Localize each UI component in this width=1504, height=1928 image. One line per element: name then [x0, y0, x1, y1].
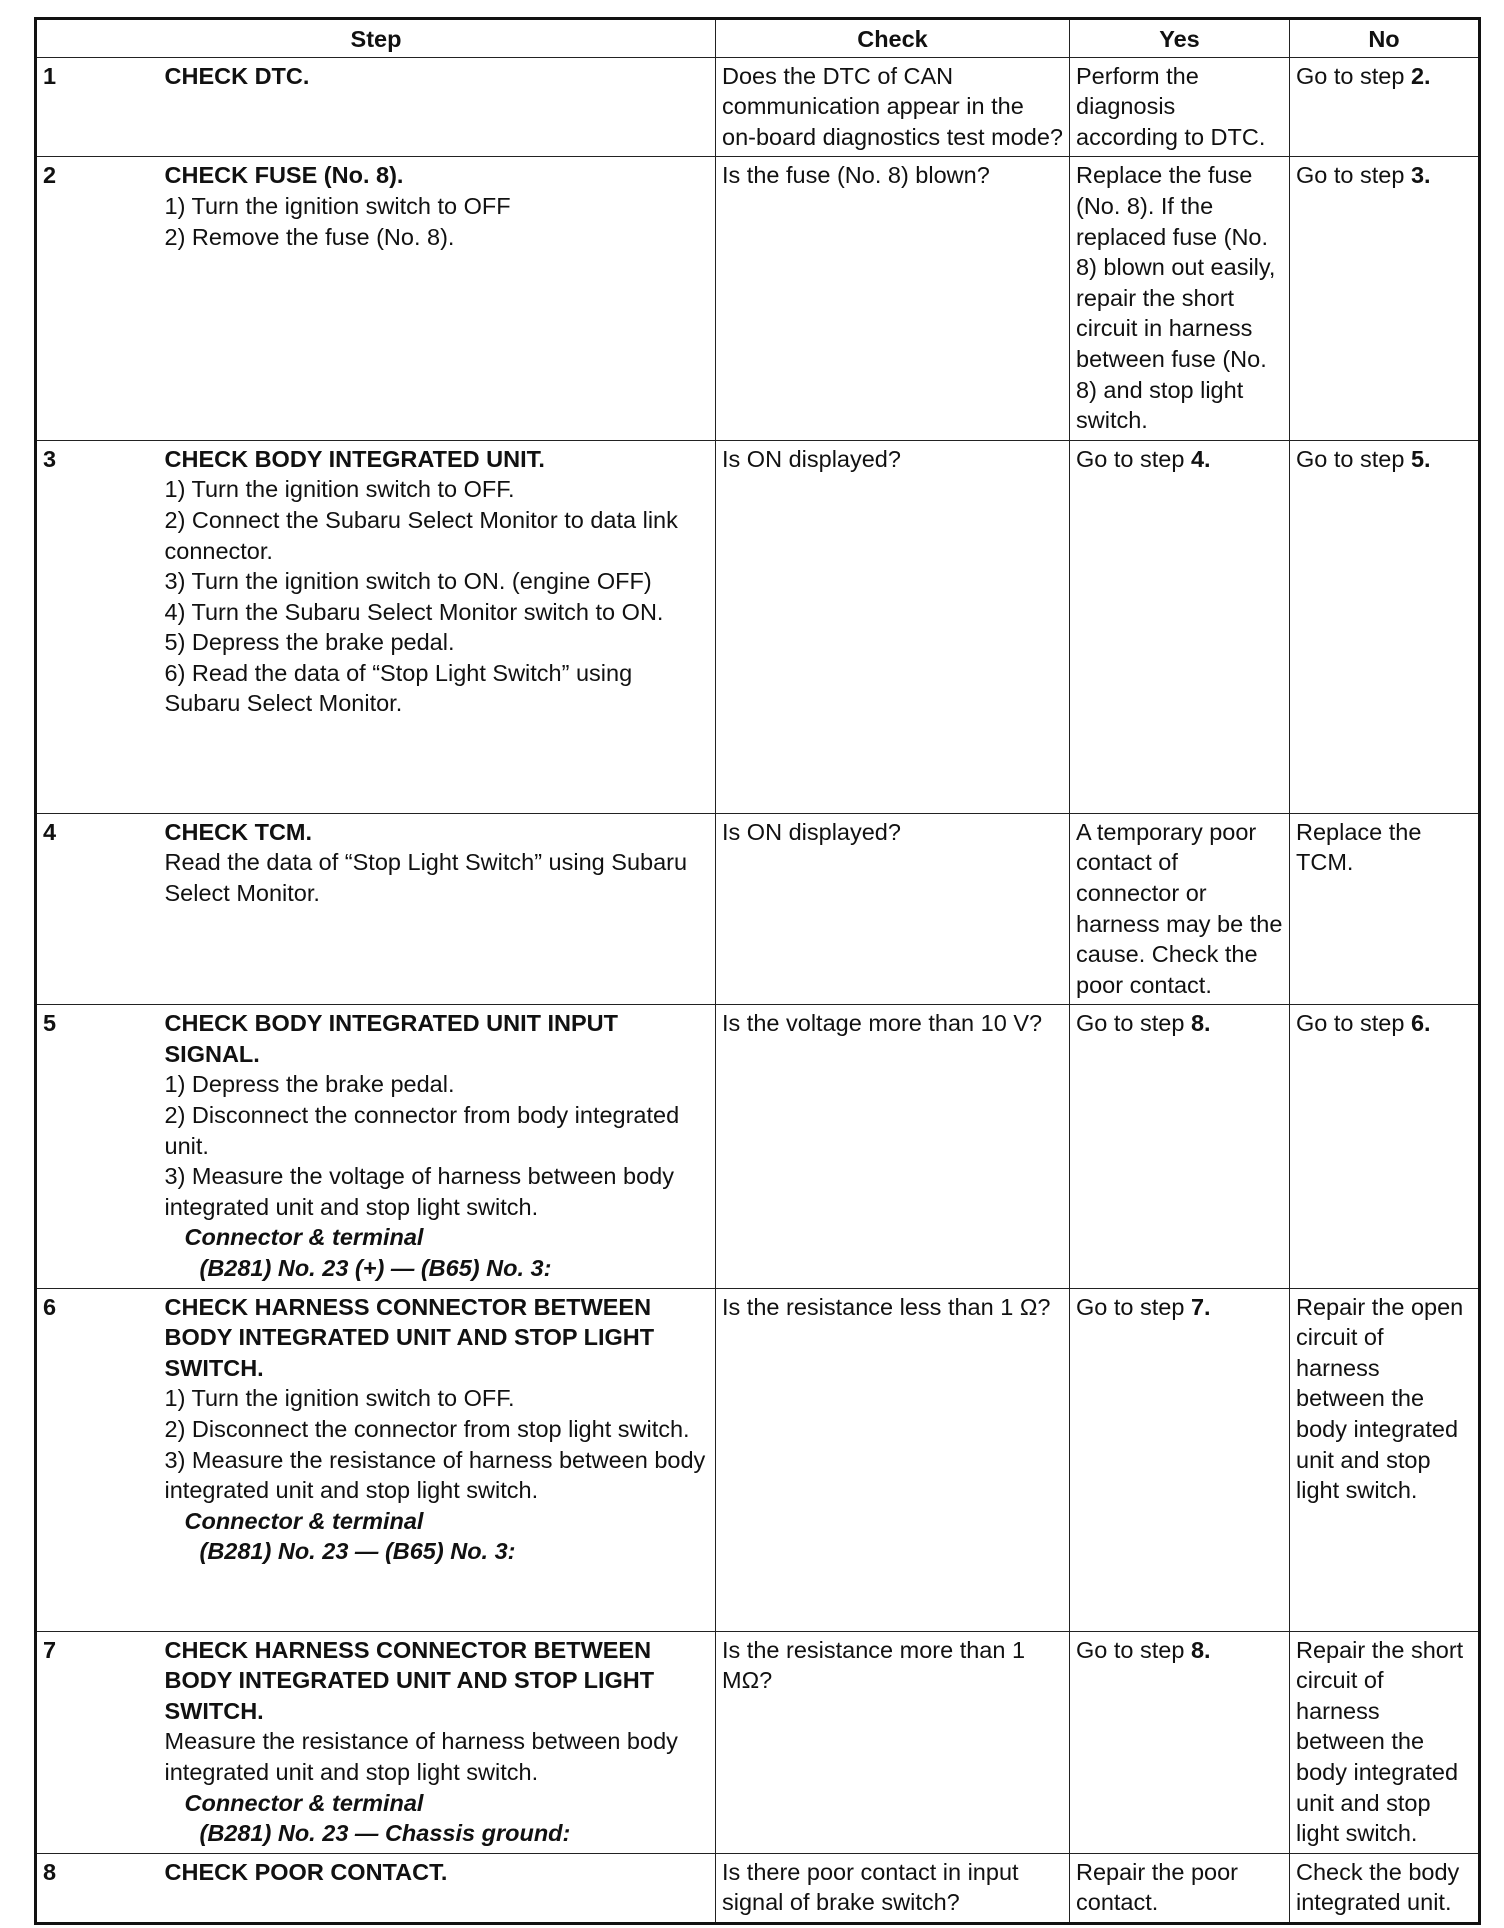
step-line: 2) Remove the fuse (No. 8). — [164, 223, 455, 250]
no-step-ref: 6. — [1410, 1010, 1431, 1037]
no-cell — [1290, 440, 1480, 813]
check-cell: Is ON displayed? — [716, 440, 1070, 813]
no-step-ref: 3. — [1410, 162, 1431, 189]
step-title: CHECK POOR CONTACT. — [164, 1858, 448, 1885]
connector-terminal: (B281) No. 23 (+) — (B65) No. 3: — [199, 1255, 552, 1282]
step-number: 8 — [36, 1853, 159, 1923]
connector-terminal: (B281) No. 23 — (B65) No. 3: — [199, 1538, 516, 1565]
yes-step-ref: 8. — [1190, 1636, 1211, 1663]
no-cell — [1290, 57, 1480, 157]
step-line: 2) Connect the Subaru Select Monitor to data link connector. — [164, 506, 678, 564]
yes-cell: Replace the fuse (No. 8). If the replaced fuse (No. 8) blown out easily, repair the short circuit in harness between fuse (No. 8) and stop light switch. — [1070, 157, 1290, 440]
step-title: CHECK HARNESS CONNECTOR BETWEEN BODY INTEGRATED UNIT AND STOP LIGHT SWITCH. — [164, 1293, 655, 1381]
table-row — [36, 57, 1480, 157]
step-line: 1) Turn the ignition switch to OFF. — [164, 1385, 515, 1412]
no-cell: Repair the short circuit of harness between the body integrated unit and stop light switch. — [1290, 1631, 1480, 1853]
table-row — [36, 813, 1480, 1005]
yes-cell — [1070, 1005, 1290, 1288]
yes-step-ref: 7. — [1190, 1293, 1211, 1320]
step-cell — [159, 57, 716, 157]
step-cell — [159, 1288, 716, 1631]
step-number: 1 — [36, 57, 159, 157]
connector-label: Connector & terminal — [184, 1224, 424, 1251]
yes-cell: A temporary poor contact of connector or harness may be the cause. Check the poor contact. — [1070, 813, 1290, 1005]
step-line: 4) Turn the Subaru Select Monitor switch to ON. — [164, 598, 664, 625]
table-row — [36, 157, 1480, 440]
no-step-ref: 5. — [1410, 445, 1431, 472]
yes-step-ref: 8. — [1190, 1010, 1211, 1037]
table-row — [36, 1631, 1480, 1853]
step-number: 5 — [36, 1005, 159, 1288]
connector-label: Connector & terminal — [184, 1507, 424, 1534]
step-cell — [159, 1631, 716, 1853]
table-row — [36, 1288, 1480, 1631]
header-row — [36, 19, 1480, 58]
step-line: Measure the resistance of harness between body integrated unit and stop light switch. — [164, 1728, 678, 1785]
no-text: Go to step — [1296, 445, 1411, 472]
yes-cell — [1070, 1631, 1290, 1853]
yes-cell: Perform the diagnosis according to DTC. — [1070, 57, 1290, 157]
no-cell — [1290, 1005, 1480, 1288]
step-number: 6 — [36, 1288, 159, 1631]
step-line: 5) Depress the brake pedal. — [164, 629, 455, 656]
step-line: 1) Depress the brake pedal. — [164, 1071, 455, 1098]
table-row — [36, 1005, 1480, 1288]
no-step-ref: 2. — [1410, 62, 1431, 89]
header-yes: Yes — [1070, 19, 1290, 58]
no-text: Go to step — [1296, 62, 1411, 89]
step-title: CHECK HARNESS CONNECTOR BETWEEN BODY INTEGRATED UNIT AND STOP LIGHT SWITCH. — [164, 1636, 655, 1724]
table-row — [36, 440, 1480, 813]
no-cell: Check the body integrated unit. — [1290, 1853, 1480, 1923]
step-number: 3 — [36, 440, 159, 813]
step-line: 2) Disconnect the connector from body integrated unit. — [164, 1102, 680, 1159]
step-title: CHECK BODY INTEGRATED UNIT. — [164, 445, 545, 472]
step-cell — [159, 813, 716, 1005]
header-check: Check — [716, 19, 1070, 58]
no-text: Go to step — [1296, 1010, 1411, 1037]
step-line: 3) Measure the resistance of harness between body integrated unit and stop light switch. — [164, 1446, 706, 1504]
yes-cell — [1070, 440, 1290, 813]
no-cell — [1290, 157, 1480, 440]
step-title: CHECK FUSE (No. 8). — [164, 162, 404, 189]
step-title: CHECK TCM. — [164, 818, 313, 845]
check-cell: Is the resistance more than 1 MΩ? — [716, 1631, 1070, 1853]
step-line: 3) Turn the ignition switch to ON. (engine OFF) — [164, 568, 652, 595]
diagnostic-table — [34, 17, 1481, 1925]
step-line: 6) Read the data of “Stop Light Switch” using Subaru Select Monitor. — [164, 659, 633, 717]
check-cell: Is there poor contact in input signal of brake switch? — [716, 1853, 1070, 1923]
yes-text: Go to step — [1076, 1636, 1191, 1663]
no-cell: Repair the open circuit of harness between the body integrated unit and stop light switch. — [1290, 1288, 1480, 1631]
check-cell: Does the DTC of CAN communication appear in the on-board diagnostics test mode? — [716, 57, 1070, 157]
step-line: 1) Turn the ignition switch to OFF — [164, 192, 511, 219]
connector-label: Connector & terminal — [184, 1789, 424, 1816]
yes-text: Go to step — [1076, 1293, 1191, 1320]
step-cell — [159, 1005, 716, 1288]
header-step: Step — [36, 19, 716, 58]
step-number: 2 — [36, 157, 159, 440]
step-number: 4 — [36, 813, 159, 1005]
step-title: CHECK BODY INTEGRATED UNIT INPUT SIGNAL. — [164, 1010, 618, 1067]
step-cell — [159, 157, 716, 440]
table-row — [36, 1853, 1480, 1923]
yes-text: Go to step — [1076, 445, 1191, 472]
check-cell: Is the resistance less than 1 Ω? — [716, 1288, 1070, 1631]
connector-terminal: (B281) No. 23 — Chassis ground: — [199, 1820, 571, 1847]
step-cell — [159, 1853, 716, 1923]
header-no: No — [1290, 19, 1480, 58]
no-text: Go to step — [1296, 162, 1411, 189]
step-line: 2) Disconnect the connector from stop light switch. — [164, 1416, 690, 1442]
check-cell: Is the fuse (No. 8) blown? — [716, 157, 1070, 440]
step-cell — [159, 440, 716, 813]
step-title: CHECK DTC. — [164, 62, 310, 89]
step-line: Read the data of “Stop Light Switch” using Subaru Select Monitor. — [164, 849, 688, 906]
yes-cell — [1070, 1288, 1290, 1631]
check-cell: Is ON displayed? — [716, 813, 1070, 1005]
check-cell: Is the voltage more than 10 V? — [716, 1005, 1070, 1288]
step-number: 7 — [36, 1631, 159, 1853]
no-cell: Replace the TCM. — [1290, 813, 1480, 1005]
step-line: 3) Measure the voltage of harness between body integrated unit and stop light switch. — [164, 1163, 674, 1220]
step-line: 1) Turn the ignition switch to OFF. — [164, 476, 515, 503]
yes-text: Go to step — [1076, 1010, 1191, 1037]
yes-step-ref: 4. — [1190, 445, 1211, 472]
yes-cell: Repair the poor contact. — [1070, 1853, 1290, 1923]
